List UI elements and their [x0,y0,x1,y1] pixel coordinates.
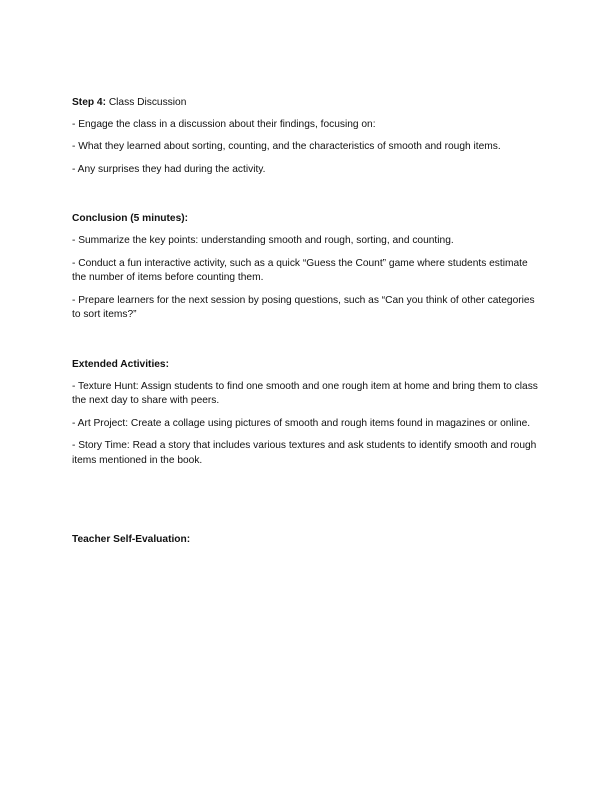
extended-activities-section [72,358,542,469]
extended-activity-paragraph: - Story Time: Read a story that includes various textures and ask students to identify smooth and rough items mentioned in the book. [72,440,537,466]
step4-paragraph: - Engage the class in a discussion about their findings, focusing on: [72,118,376,130]
step4-label: Step 4: [72,97,106,108]
conclusion-section [72,212,542,323]
extended-activity-paragraph: - Art Project: Create a collage using pictures of smooth and rough items found in magazines or online. [72,417,531,429]
extended-activities-heading: Extended Activities: [72,358,169,370]
extended-activity-paragraph: - Texture Hunt: Assign students to find one smooth and one rough item at home and bring them to class the next day to share with peers. [72,380,538,407]
conclusion-heading: Conclusion (5 minutes): [72,213,189,225]
step4-paragraph: - What they learned about sorting, counting, and the characteristics of smooth and rough items. [72,141,501,153]
step4-title: Class Discussion [108,97,187,108]
self-evaluation-heading: Teacher Self-Evaluation: [72,533,191,545]
conclusion-paragraph: - Conduct a fun interactive activity, such as a quick “Guess the Count” game where students estimate the number of items before counting them. [72,257,528,284]
conclusion-paragraph: - Prepare learners for the next session by posing questions, such as “Can you think of other categories to sort items?” [72,294,535,321]
self-evaluation-section [72,533,542,548]
document-page [72,96,542,554]
step4-section [72,96,542,177]
step4-paragraph: - Any surprises they had during the activity. [72,163,266,175]
step4-heading [72,96,542,111]
conclusion-paragraph: - Summarize the key points: understanding smooth and rough, sorting, and counting. [72,234,454,246]
